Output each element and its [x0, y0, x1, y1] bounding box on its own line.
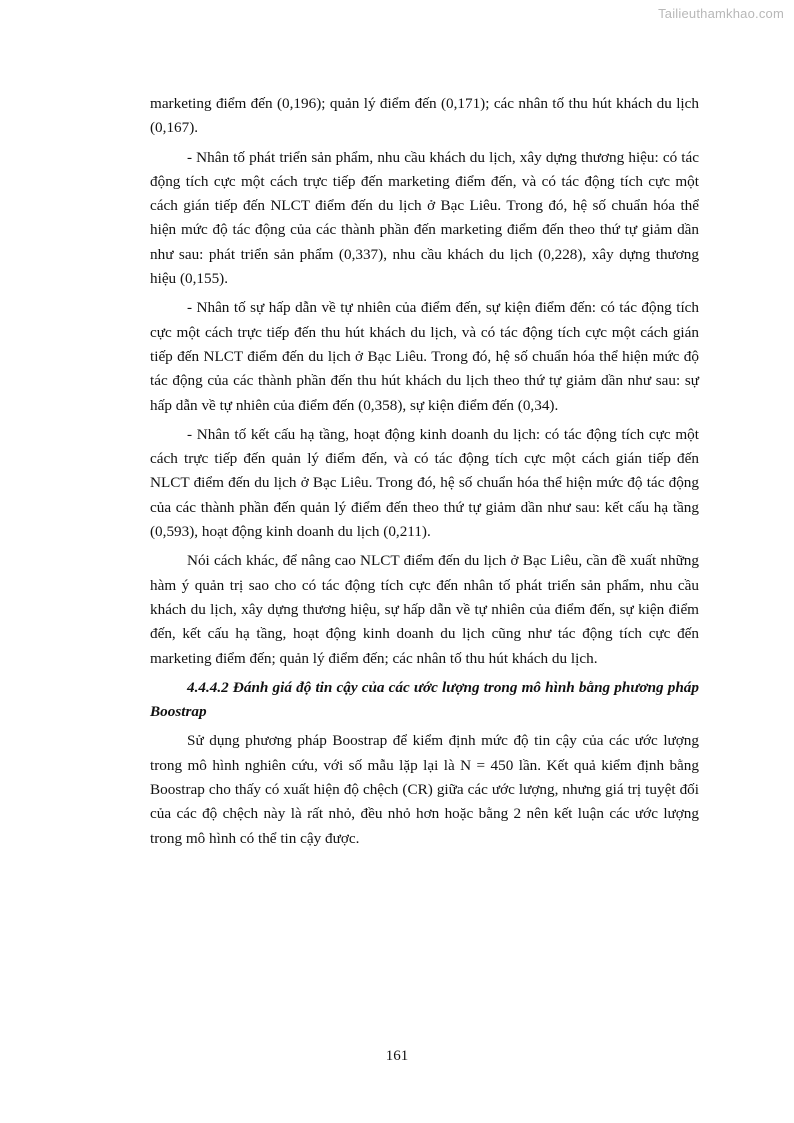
paragraph-product-development: - Nhân tố phát triển sản phẩm, nhu cầu khách du lịch, xây dựng thương hiệu: có tác động tích cực một cách trực tiếp đến marketing điểm đến, và có tác động tích cực một cách gián tiếp đến NLCT điểm đến du lịch ở Bạc Liêu. Trong đó, hệ số chuẩn hóa thể hiện mức độ tác động của các thành phần đến marketing điểm đến theo thứ tự giảm dần như sau: phát triển sản phẩm (0,337), nhu cầu khách du lịch (0,228), xây dựng thương hiệu (0,155).	[150, 148, 699, 288]
document-body	[150, 92, 699, 856]
page-number: 161	[385, 1048, 409, 1064]
watermark: Tailieuthamkhao.com	[658, 6, 784, 21]
paragraph-infrastructure: - Nhân tố kết cấu hạ tầng, hoạt động kinh doanh du lịch: có tác động tích cực một cách trực tiếp đến quản lý điểm đến, và có tác động tích cực một cách gián tiếp đến NLCT điểm đến du lịch ở Bạc Liêu. Trong đó, hệ số chuẩn hóa thể hiện mức độ tác động của các thành phần đến quản lý điểm đến theo thứ tự giảm dần như sau: kết cấu hạ tầng (0,593), hoạt động kinh doanh du lịch (0,211).	[150, 425, 699, 541]
paragraph-boostrap: Sử dụng phương pháp Boostrap để kiểm định mức độ tin cậy của các ước lượng trong mô hình nghiên cứu, với số mẫu lặp lại là N = 450 lần. Kết quả kiểm định bằng Boostrap cho thấy có xuất hiện độ chệch (CR) giữa các ước lượng, nhưng giá trị tuyệt đối của các độ chệch này là rất nhỏ, đều nhỏ hơn hoặc bằng 2 nên kết luận các ước lượng trong mô hình có thể tin cậy được.	[150, 732, 699, 847]
section-heading: 4.4.4.2 Đánh giá độ tin cậy của các ước lượng trong mô hình bằng phương pháp Boostrap	[150, 678, 699, 721]
paragraph-summary: Nói cách khác, để nâng cao NLCT điểm đến du lịch ở Bạc Liêu, cần đề xuất những hàm ý quản trị sao cho có tác động tích cực đến nhân tố phát triển sản phẩm, nhu cầu khách du lịch, xây dựng thương hiệu, sự hấp dẫn về tự nhiên của điểm đến, sự kiện điểm đến, kết cấu hạ tầng, hoạt động kinh doanh du lịch cũng như tác động tích cực đến marketing điểm đến; quản lý điểm đến; các nhân tố thu hút khách du lịch.	[150, 552, 699, 667]
paragraph-continuation: marketing điểm đến (0,196); quản lý điểm đến (0,171); các nhân tố thu hút khách du lịch (0,167).	[150, 95, 699, 137]
paragraph-natural-attraction: - Nhân tố sự hấp dẫn về tự nhiên của điểm đến, sự kiện điểm đến: có tác động tích cực một cách trực tiếp đến thu hút khách du lịch, và có tác động tích cực một cách gián tiếp đến NLCT điểm đến du lịch ở Bạc Liêu. Trong đó, hệ số chuẩn hóa thể hiện mức độ tác động của các thành phần đến thu hút khách du lịch theo thứ tự giảm dần như sau: sự hấp dẫn về tự nhiên của điểm đến (0,358), sự kiện điểm đến (0,34).	[150, 299, 699, 414]
